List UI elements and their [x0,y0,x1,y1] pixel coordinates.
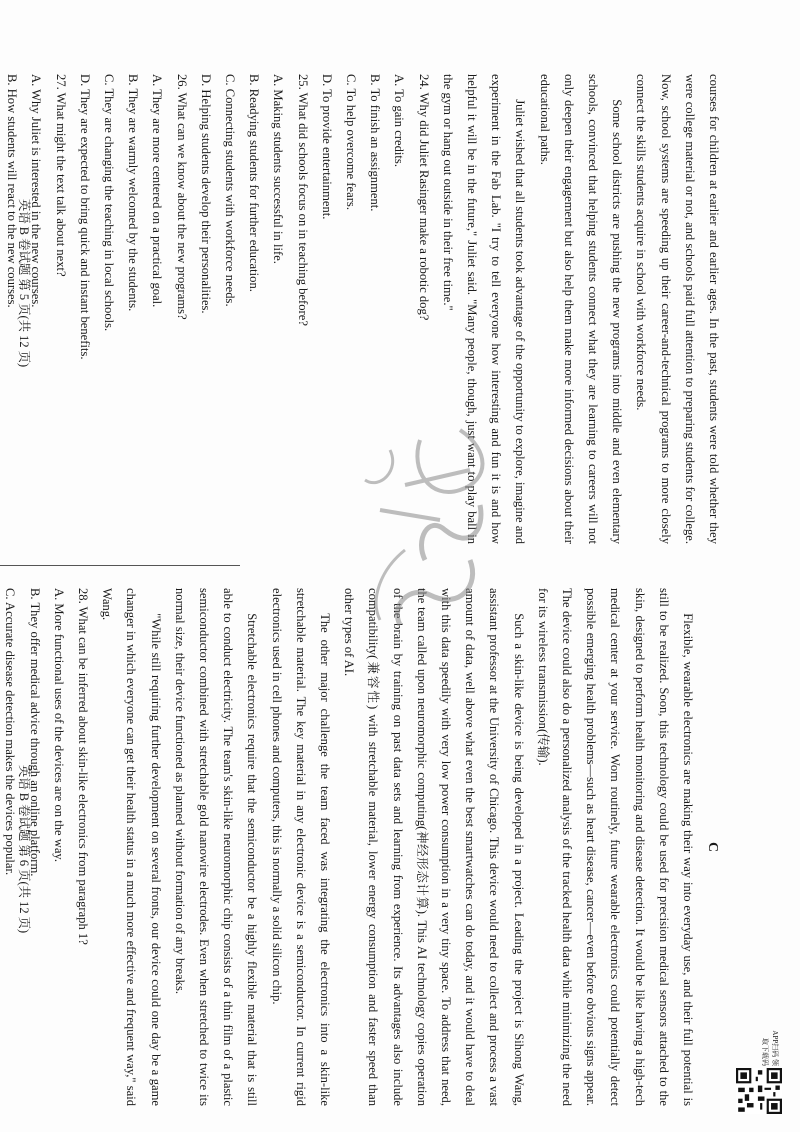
question-stem: 26. What can we know about the new programs? [174,74,189,320]
option-a: A. More functional uses of the devices are on the way. [51,588,66,863]
paragraph: The other major challenge the team faced was integrating the electronics into a skin-like stretchable material. The key material in any electronic device is a semiconductor. In current rigid electronics used in cell phones and computers, this is normally a solid silicon chip. [269,588,332,1106]
page-footer: 英语 B 卷试题 第 5 页(共 12 页) [17,198,31,368]
paragraph: courses for children at earlier and earlier ages. In the past, students were told whether they were college material or not, and schools paid full attention to preparing students for college. Now, school systems are speeding up their career-and-technical programs to more closely connect the skills students acquire in school with workforce needs. [634,74,721,544]
question-26 [73,74,194,544]
question-27 [0,74,73,544]
option-b: B. They are warmly welcomed by the students. [126,74,141,312]
option-b: B. How students will react to the new courses. [5,74,20,308]
section-title: C [705,841,720,853]
question-stem: 24. Why did Juliet Rasinger make a robotic dog? [416,74,431,321]
paragraph: "While still requiring further development on several fronts, our device could one day be a game changer in which everyone can get their health status in a much more effective and frequent way," said Wang. [100,588,163,1106]
option-a: A. They are more centered on a practical goal. [150,74,165,308]
paragraph: Flexible, wearable electronics are making their way into everyday use, and their full potential is still to be realized. Soon, this technology could be used for precision medical sensors attached to the skin, designed to perform health monitoring and disease detection. It would be like having a high-tech medical center at your service. Worn routinely, future wearable electronics could potentially detect possible emerging health problems—such as heart disease, cancer—even before obvious signs appear. The device could also do a personalized analysis of the tracked health data while minimizing the need for its wireless transmission(传输). [535,588,695,1106]
question-stem: 28. What can be inferred about skin-like electronics from paragraph 1? [75,588,90,945]
option-c: C. To help overcome fears. [343,74,358,210]
question-stem: 25. What did schools focus on in teaching before? [295,74,310,326]
option-b: B. They offer medical advice through an online platform. [27,588,42,877]
option-d: D. Helping students develop their personalities. [198,74,213,314]
option-c: C. They are changing the teaching in local schools. [101,74,116,332]
question-stem: 27. What might the text talk about next? [53,74,68,277]
paragraph: Some school districts are pushing the new programs into middle and even elementary schools, convinced that helping students connect what they are learning to careers will not only deepen their engagement but also help them make more informed decisions about their educational paths. [537,74,625,544]
option-b: B. Readying students for further education. [247,74,262,292]
option-d: D. They are expected to bring quick and instant benefits. [77,74,92,360]
paragraph: Stretchable electronics require that the semiconductor be a highly flexible material that is still able to conduct electricity. The team's skin-like neuromorphic chip consists of a thin film of a plastic semiconductor combined with stretchable gold nanowire electrodes. Even when stretched to twice its normal size, their device functioned as planned without formation of any breaks. [172,588,260,1106]
option-d: D. To provide entertainment. [319,74,334,220]
option-a: A. Making students successful in life. [271,74,286,264]
option-b: B. To finish an assignment. [368,74,383,212]
option-a: A. To gain credits. [392,74,407,167]
page-footer: 英语 B 卷试题 第 6 页(共 12 页) [17,764,31,934]
qr-code-icon [736,1068,782,1114]
option-a: A. Why Juliet is interested in the new courses. [29,74,44,308]
paragraph: Juliet wished that all students took advantage of the opportunity to explore, imagine and experiment in the Fab Lab. "I try to tell everyone how interesting and fun it is and how helpful it will be in the future," Juliet said. "Many people, though, just want to play ball in the gym or hang out outside in their free time." [440,74,528,544]
qr-label: APP扫码 领取下载码 [761,1030,779,1066]
question-25 [194,74,315,544]
page-6 [0,566,800,1132]
watermark-stamp [350,410,500,640]
paragraph: Such a skin-like device is being developed in a project. Leading the project is Sihong Wang, assistant professor at the University of Chicago. This device would need to collect and process a vast amount of data, well above what even the best smartwatches can do today, and it would have to deal with this data speedily with very low power consumption in a very tiny space. To address that need, the team called upon neuromorphic computing(神经形态计算). This AI technology copies operation of the brain by training on past data sets and learning from experience. Its advantages also include compatibility(兼容性) with stretchable material, lower energy consumption and faster speed than other types of AI. [342,588,526,1106]
option-c: C. Accurate disease detection makes the devices popular. [3,588,18,876]
question-28 [0,588,95,1106]
option-c: C. Connecting students with workforce needs. [222,74,237,307]
